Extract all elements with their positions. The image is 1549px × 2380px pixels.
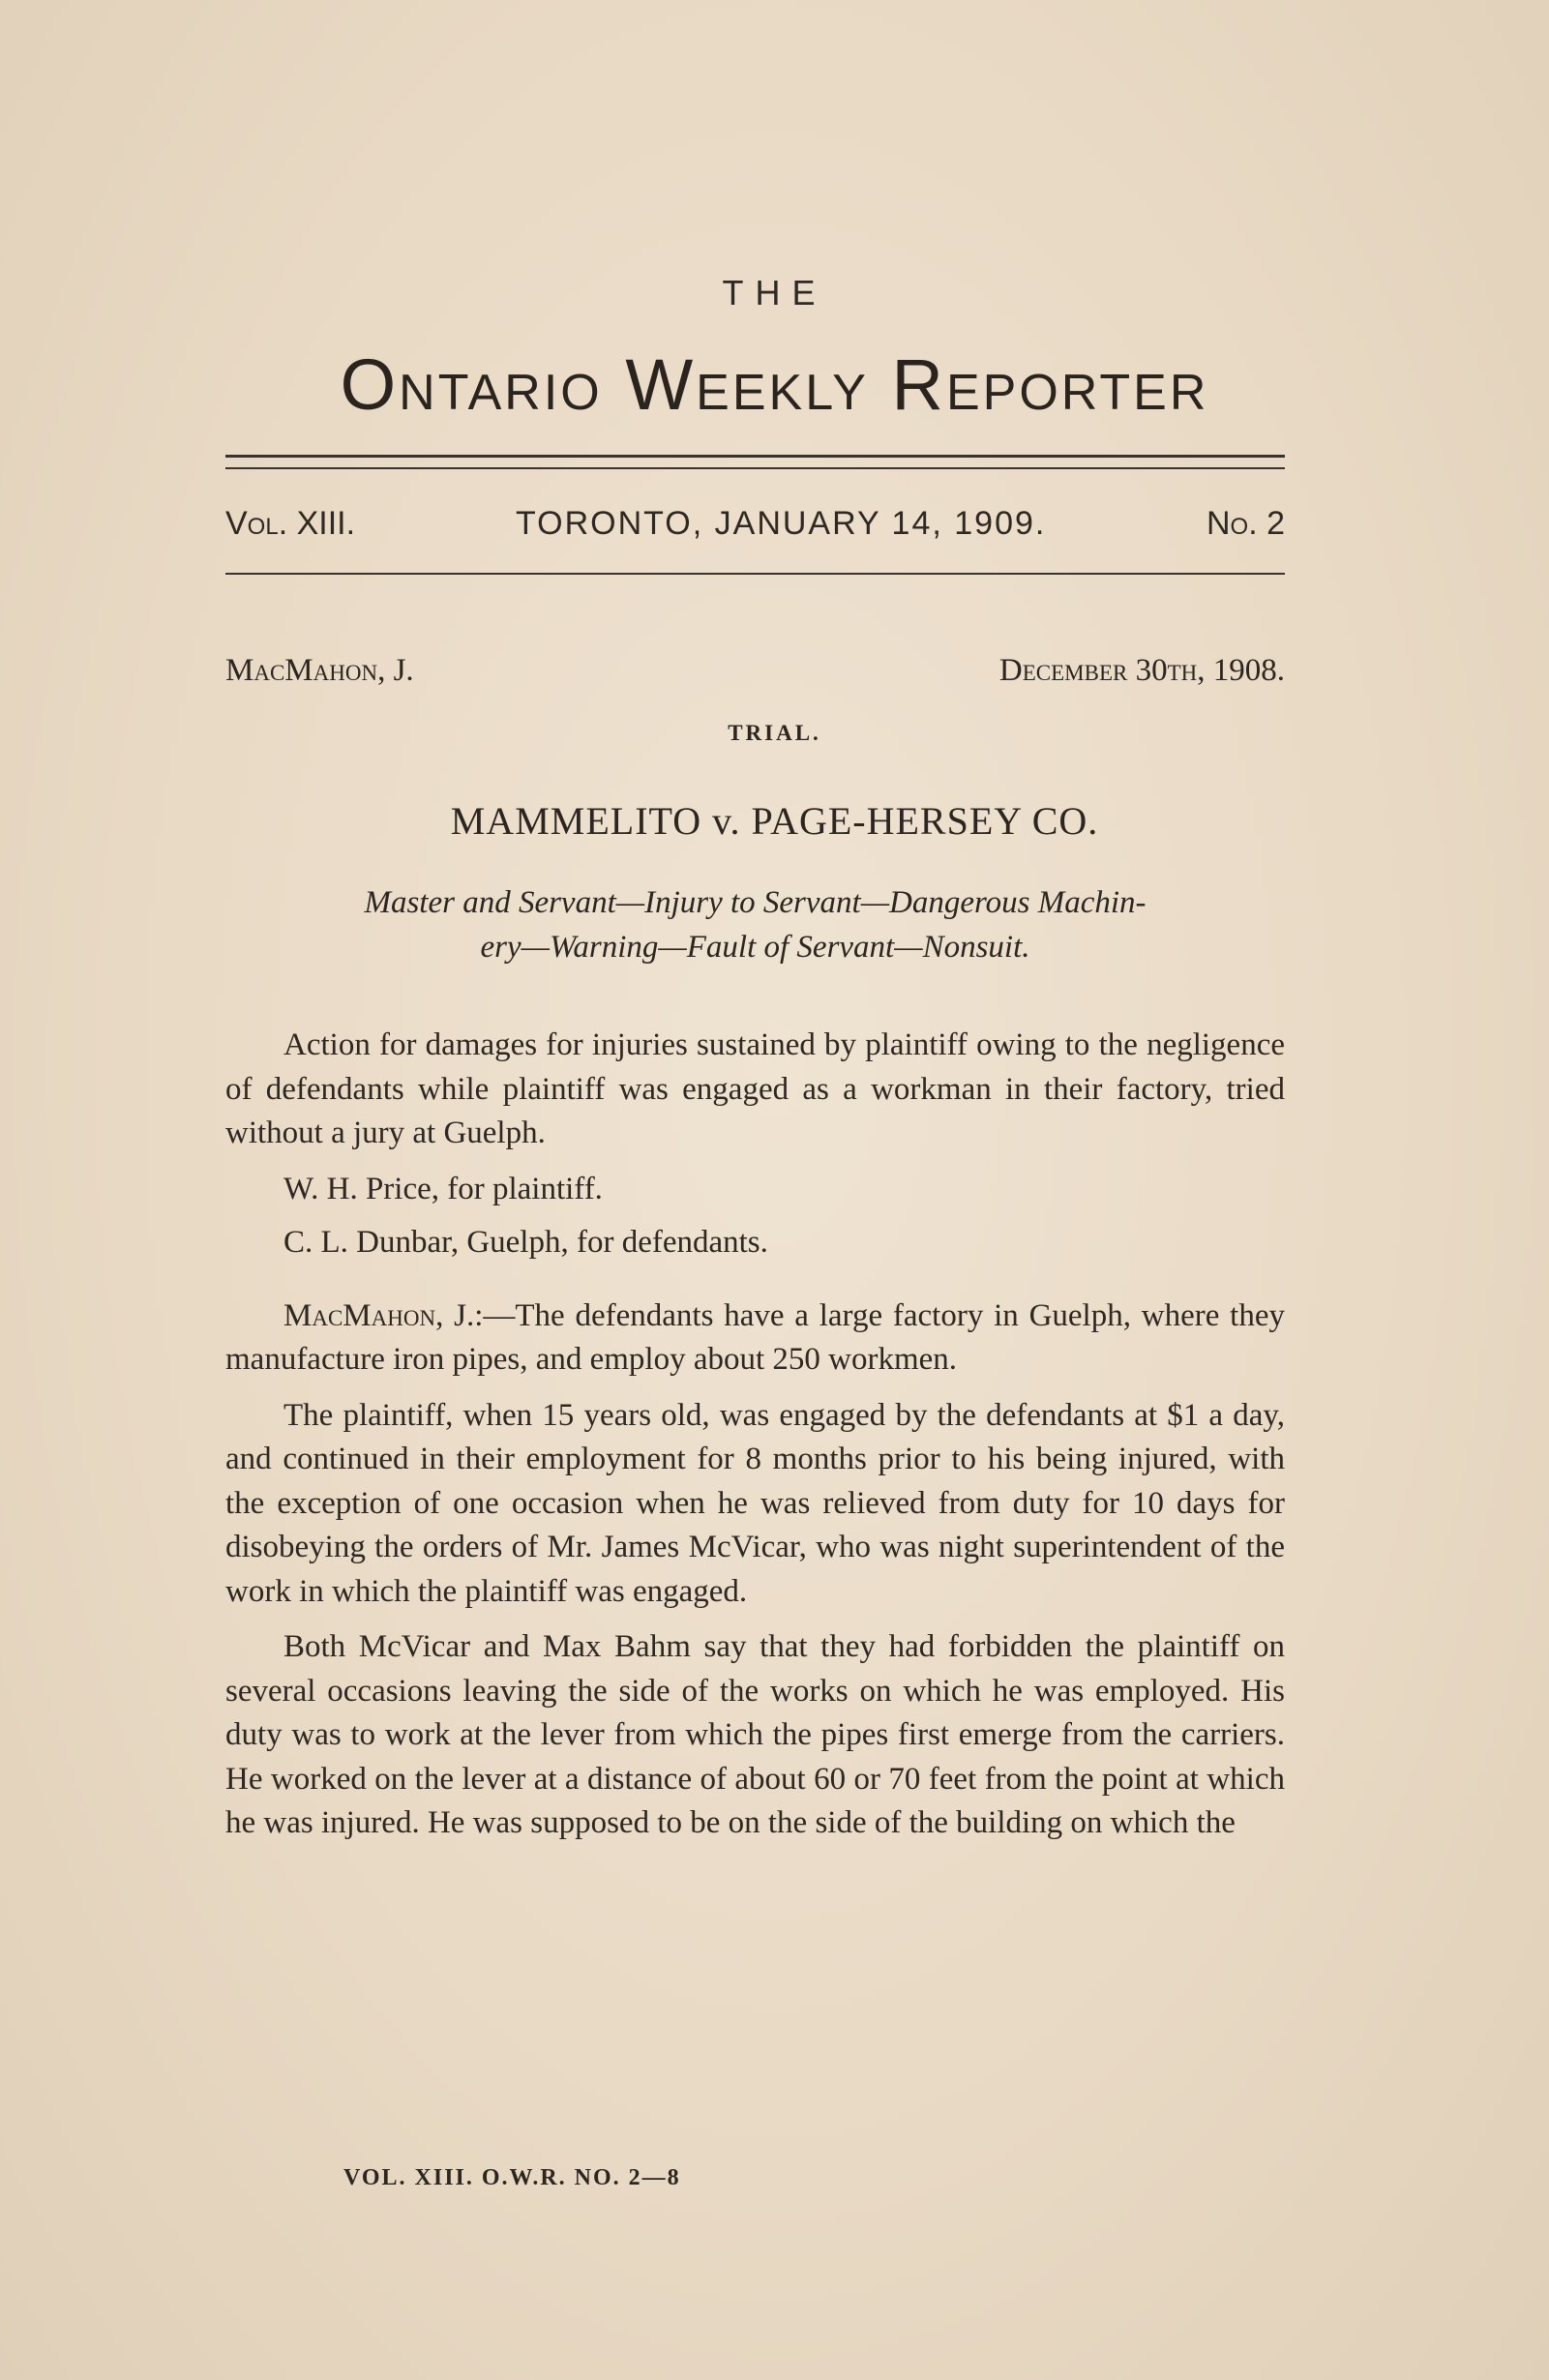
judgment-paragraph-1 [225,1294,1285,1383]
headnote-line-1: Master and Servant—Injury to Servant—Dangerous Machin- [364,885,1147,920]
judgment-paragraph-2: The plaintiff, when 15 years old, was engaged by the defendants at $1 a day, and continued in their employment for 8 months prior to his being injured, with the exception of one occasion when he was relieved from duty for 10 days for disobeying the orders of Mr. James McVicar, who was night superintendent of the work in which the plaintiff was engaged. [225,1397,1285,1609]
headnote-line-2: ery—Warning—Fault of Servant—Nonsuit. [480,930,1030,965]
judgment-judge: MacMahon, J. [283,1297,475,1333]
judgment-text-1: :—The defendants have a large factory in Guelph, where they manufacture iron pipes, and employ about 250 workmen. [225,1297,1285,1377]
headnote [225,880,1285,969]
body-text [225,1024,1285,1858]
single-rule [225,573,1285,575]
decision-date: December 30th, 1908. [998,653,1285,688]
issue-date: TORONTO, JANUARY 14, 1909. [516,505,1047,542]
trial-heading: TRIAL. [728,721,821,745]
judgment-paragraph-3: Both McVicar and Max Bahm say that they had forbidden the plaintiff on several occasions leaving the side of the works on which he was employed. His duty was to work at the lever from which the pipes first emerge from the carriers. He worked on the lever at a distance of about 60 or 70 feet from the point at which he was injured. He was supposed to be on the side of the building on which the [225,1629,1285,1840]
judge-name: MacMahon, J. [225,653,414,688]
masthead-title: Ontario Weekly Reporter [340,344,1209,425]
issue-volume: Vol. XIII. [225,505,356,542]
double-rule [225,455,1285,469]
action-paragraph: Action for damages for injuries sustained by plaintiff owing to the negligence of defendants while plaintiff was engaged as a workman in their factory, tried without a jury at Guelph. [225,1027,1285,1150]
counsel-plaintiff: W. H. Price, for plaintiff. [283,1171,603,1206]
page-footer: VOL. XIII. O.W.R. NO. 2—8 [343,2165,681,2190]
masthead-the: THE [722,273,827,312]
counsel-defendants: C. L. Dunbar, Guelph, for defendants. [283,1225,768,1260]
case-title: MAMMELITO v. PAGE-HERSEY CO. [450,799,1099,843]
issue-number: No. 2 [1206,505,1285,542]
